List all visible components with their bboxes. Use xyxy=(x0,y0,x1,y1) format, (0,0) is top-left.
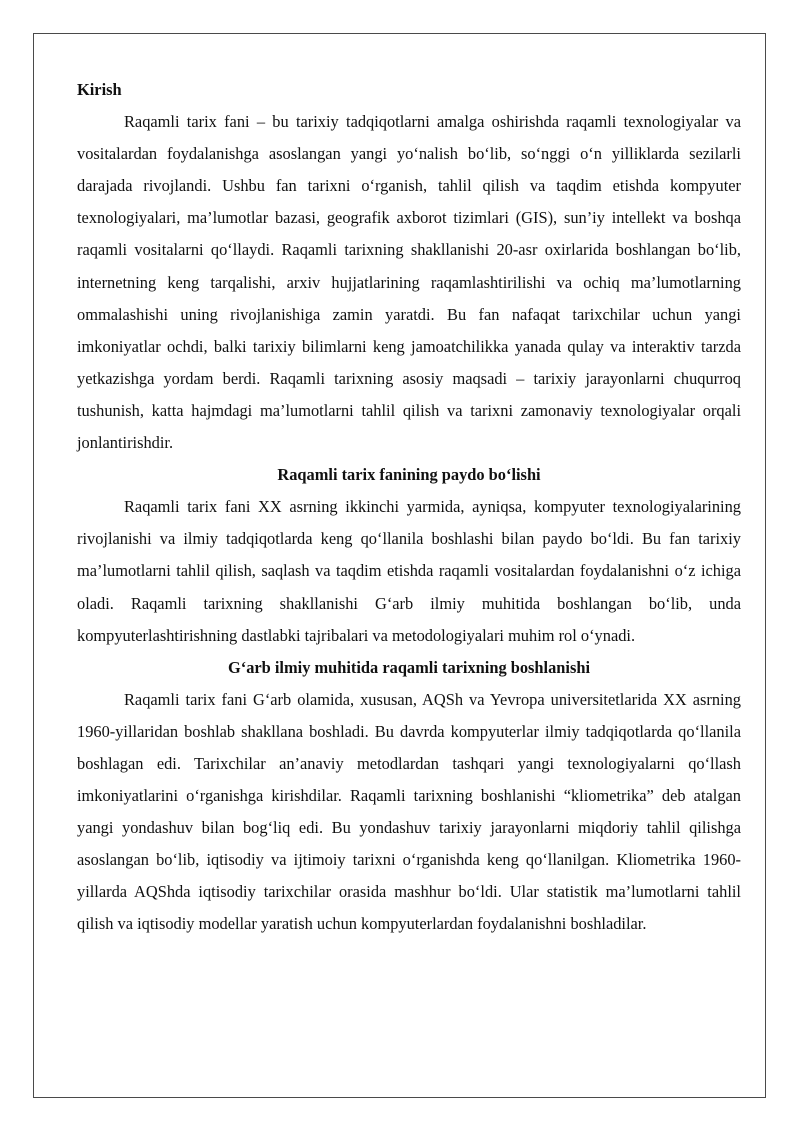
document-body xyxy=(77,74,741,941)
section-heading-western-beginnings: G‘arb ilmiy muhitida raqamli tarixning boshlanishi xyxy=(227,657,591,677)
paragraph-western-beginnings: Raqamli tarix fani G‘arb olamida, xususan, AQSh va Yevropa universitetlarida XX asrning 1960-yillaridan boshlab shakllana boshladi. Bu davrda kompyuterlar ilmiy tadqiqotlarda qo‘llanila boshlagan edi. Tarixchilar an’anaviy metodlardan tashqari yangi texnologiyalarni qo‘llash imkoniyatlarini o‘rganishga kirishdilar. Raqamli tarixning boshlanishi “kliometrika” deb atalgan yangi yondashuv bilan bog‘liq edi. Bu yondashuv tarixiy jarayonlarni miqdoriy tahlil qilishga asoslangan bo‘lib, iqtisodiy va ijtimoiy tarixni o‘rganishda keng qo‘llanilgan. Kliometrika 1960-yillarda AQShda iqtisodiy tarixchilar orasida mashhur bo‘ldi. Ular statistik ma’lumotlarni tahlil qilish va iqtisodiy modellar yaratish uchun kompyuterlardan foydalanishni boshladilar. xyxy=(77,689,741,934)
section-heading-origin: Raqamli tarix fanining paydo bo‘lishi xyxy=(277,465,541,485)
paragraph-introduction: Raqamli tarix fani – bu tarixiy tadqiqotlarni amalga oshirishda raqamli texnologiyalar va vositalardan foydalanishga asoslangan yangi yo‘nalish bo‘lib, so‘nggi o‘n yilliklarda sezilarli darajada rivojlandi. Ushbu fan tarixni o‘rganish, tahlil qilish va taqdim etishda kompyuter texnologiyalari, ma’lumotlar bazasi, geografik axborot tizimlari (GIS), sun’iy intellekt va boshqa raqamli vositalarni qo‘llaydi. Raqamli tarixning shakllanishi 20-asr oxirlarida boshlangan bo‘lib, internetning keng tarqalishi, arxiv hujjatlarining raqamlashtirilishi va ochiq ma’lumotlarning ommalashishi uning rivojlanishiga zamin yaratdi. Bu fan nafaqat tarixchilar uchun yangi imkoniyatlar ochdi, balki tarixiy bilimlarni keng jamoatchilikka yanada qulay va interaktiv tarzda yetkazishga yordam berdi. Raqamli tarixning asosiy maqsadi – tarixiy jarayonlarni chuqurroq tushunish, katta hajmdagi ma’lumotlarni tahlil qilish va tarixni zamonaviy texnologiyalar orqali jonlantirishdir. xyxy=(77,112,741,453)
paragraph-origin: Raqamli tarix fani XX asrning ikkinchi yarmida, ayniqsa, kompyuter texnologiyalarining rivojlanishi va ilmiy tadqiqotlarda keng qo‘llanila boshlashi bilan paydo bo‘ldi. Bu fan tarixiy ma’lumotlarni tahlil qilish, saqlash va taqdim etishda raqamli vositalardan foydalanishni o‘z ichiga oladi. Raqamli tarixning shakllanishi G‘arb ilmiy muhitida boshlangan bo‘lib, unda kompyuterlashtirishning dastlabki tajribalari va metodologiyalari muhim rol o‘ynadi. xyxy=(77,497,741,645)
section-heading-kirish: Kirish xyxy=(77,80,122,99)
